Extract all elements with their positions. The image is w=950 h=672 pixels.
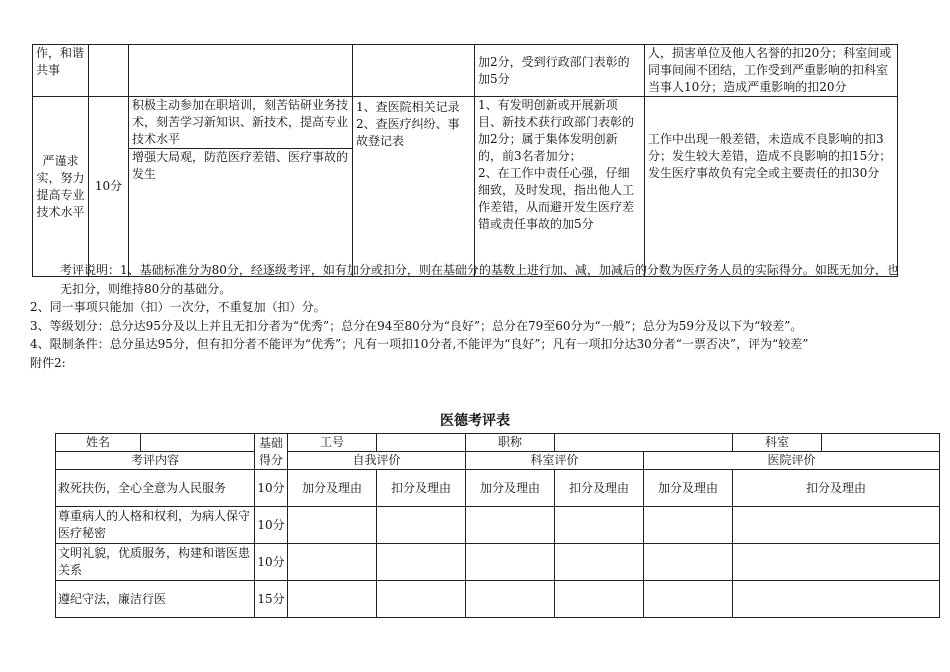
title-label: 职称 xyxy=(466,434,555,452)
form-title: 医德考评表 xyxy=(440,413,510,429)
note-3: 3、等级划分：总分达95分及以上并且无扣分者为“优秀”；总分在94至80分为“良好”；总分在79至60分为“一般”；总分为59分及以下为“较差”。 xyxy=(30,318,803,333)
bonus-cell: 加2分，受到行政部门表彰的加5分 xyxy=(475,45,645,97)
dept-deduct-header: 扣分及理由 xyxy=(555,470,644,507)
bonus-cell: 1、有发明创新或开展新项目、新技术获行政部门表彰的加2分；属于集体发明创新的，前3名者加分； 2、在工作中责任心强，仔细细致，及时发现，指出他人工作差错，从而避开发生医疗差错或责任事故的加5分 xyxy=(475,97,645,277)
content-cell: 救死扶伤，全心全意为人民服务 xyxy=(56,470,255,507)
input-cell[interactable] xyxy=(555,581,644,618)
self-deduct-header: 扣分及理由 xyxy=(377,470,466,507)
category-cell: 作，和谐共事 xyxy=(33,45,89,97)
method-cell: 1、查医院相关记录 2、查医疗纠纷、事故登记表 xyxy=(353,97,475,277)
dept-field[interactable] xyxy=(822,434,940,452)
hospital-deduct-header: 扣分及理由 xyxy=(733,470,940,507)
attachment-label: 附件2: xyxy=(30,355,66,370)
input-cell[interactable] xyxy=(466,581,555,618)
table-row xyxy=(56,452,940,470)
content-cell: 增强大局观，防范医疗差错、医疗事故的发生 xyxy=(129,149,353,277)
note-2: 2、同一事项只能加（扣）一次分，不重复加（扣）分。 xyxy=(30,300,326,314)
id-field[interactable] xyxy=(377,434,466,452)
deduction-cell: 工作中出现一般差错，未造成不良影响的扣3分；发生较大差错，造成不良影响的扣15分；发生医疗事故负有完全或主要责任的扣30分 xyxy=(645,97,898,277)
input-cell[interactable] xyxy=(466,507,555,544)
score-cell: 10分 xyxy=(255,544,288,581)
input-cell[interactable] xyxy=(555,544,644,581)
self-eval-header: 自我评价 xyxy=(288,452,466,470)
evaluation-notes xyxy=(30,261,900,372)
table-row xyxy=(56,434,940,452)
input-cell[interactable] xyxy=(644,507,733,544)
evaluation-criteria-table xyxy=(32,44,898,277)
score-cell: 10分 xyxy=(255,470,288,507)
input-cell[interactable] xyxy=(733,507,940,544)
content-header: 考评内容 xyxy=(56,452,255,470)
base-score-label: 基础得分 xyxy=(255,434,288,470)
input-cell[interactable] xyxy=(377,544,466,581)
deduction-cell: 人，损害单位及他人名誉的扣20分；科室间或同事间闹不团结，工作受到严重影响的扣科室当事人10分；造成严重影响的扣20分 xyxy=(645,45,898,97)
category-cell: 严谨求实，努力提高专业技术水平 xyxy=(33,97,89,277)
self-add-header: 加分及理由 xyxy=(288,470,377,507)
content-cell: 尊重病人的人格和权利，为病人保守医疗秘密 xyxy=(56,507,255,544)
hospital-eval-header: 医院评价 xyxy=(644,452,940,470)
score-cell: 10分 xyxy=(89,97,129,277)
table-row xyxy=(56,470,940,507)
hospital-add-header: 加分及理由 xyxy=(644,470,733,507)
name-field[interactable] xyxy=(141,434,255,452)
note-1: 考评说明：1、基础标准分为80分，经逐级考评，如有加分或扣分，则在基础分的基数上进行加、减，加减后的分数为医疗务人员的实际得分。如既无加分，也无扣分，则维持80分的基础分。 xyxy=(60,263,899,296)
content-cell: 遵纪守法，廉洁行医 xyxy=(56,581,255,618)
input-cell[interactable] xyxy=(466,544,555,581)
table-row xyxy=(33,97,898,149)
input-cell[interactable] xyxy=(555,507,644,544)
ethics-evaluation-form xyxy=(55,433,940,618)
dept-eval-header: 科室评价 xyxy=(466,452,644,470)
score-cell: 10分 xyxy=(255,507,288,544)
id-label: 工号 xyxy=(288,434,377,452)
name-label: 姓名 xyxy=(56,434,141,452)
score-cell: 15分 xyxy=(255,581,288,618)
input-cell[interactable] xyxy=(288,507,377,544)
note-4: 4、限制条件：总分虽达95分，但有扣分者不能评为“优秀”；凡有一项扣10分者,不能评为“良好”；凡有一项扣分达30分者“一票否决”，评为“较差” xyxy=(30,337,809,351)
input-cell[interactable] xyxy=(377,507,466,544)
input-cell[interactable] xyxy=(733,544,940,581)
dept-label: 科室 xyxy=(733,434,822,452)
table-row xyxy=(33,45,898,97)
table-row xyxy=(56,507,940,544)
dept-add-header: 加分及理由 xyxy=(466,470,555,507)
input-cell[interactable] xyxy=(288,544,377,581)
title-field[interactable] xyxy=(555,434,733,452)
input-cell[interactable] xyxy=(288,581,377,618)
content-cell: 文明礼貌，优质服务，构建和谐医患关系 xyxy=(56,544,255,581)
input-cell[interactable] xyxy=(644,581,733,618)
input-cell[interactable] xyxy=(644,544,733,581)
table-row xyxy=(56,581,940,618)
table-row xyxy=(56,544,940,581)
content-cell: 积极主动参加在职培训，刻苦钻研业务技术，刻苦学习新知识、新技术，提高专业技术水平 xyxy=(129,97,353,149)
input-cell[interactable] xyxy=(377,581,466,618)
input-cell[interactable] xyxy=(733,581,940,618)
